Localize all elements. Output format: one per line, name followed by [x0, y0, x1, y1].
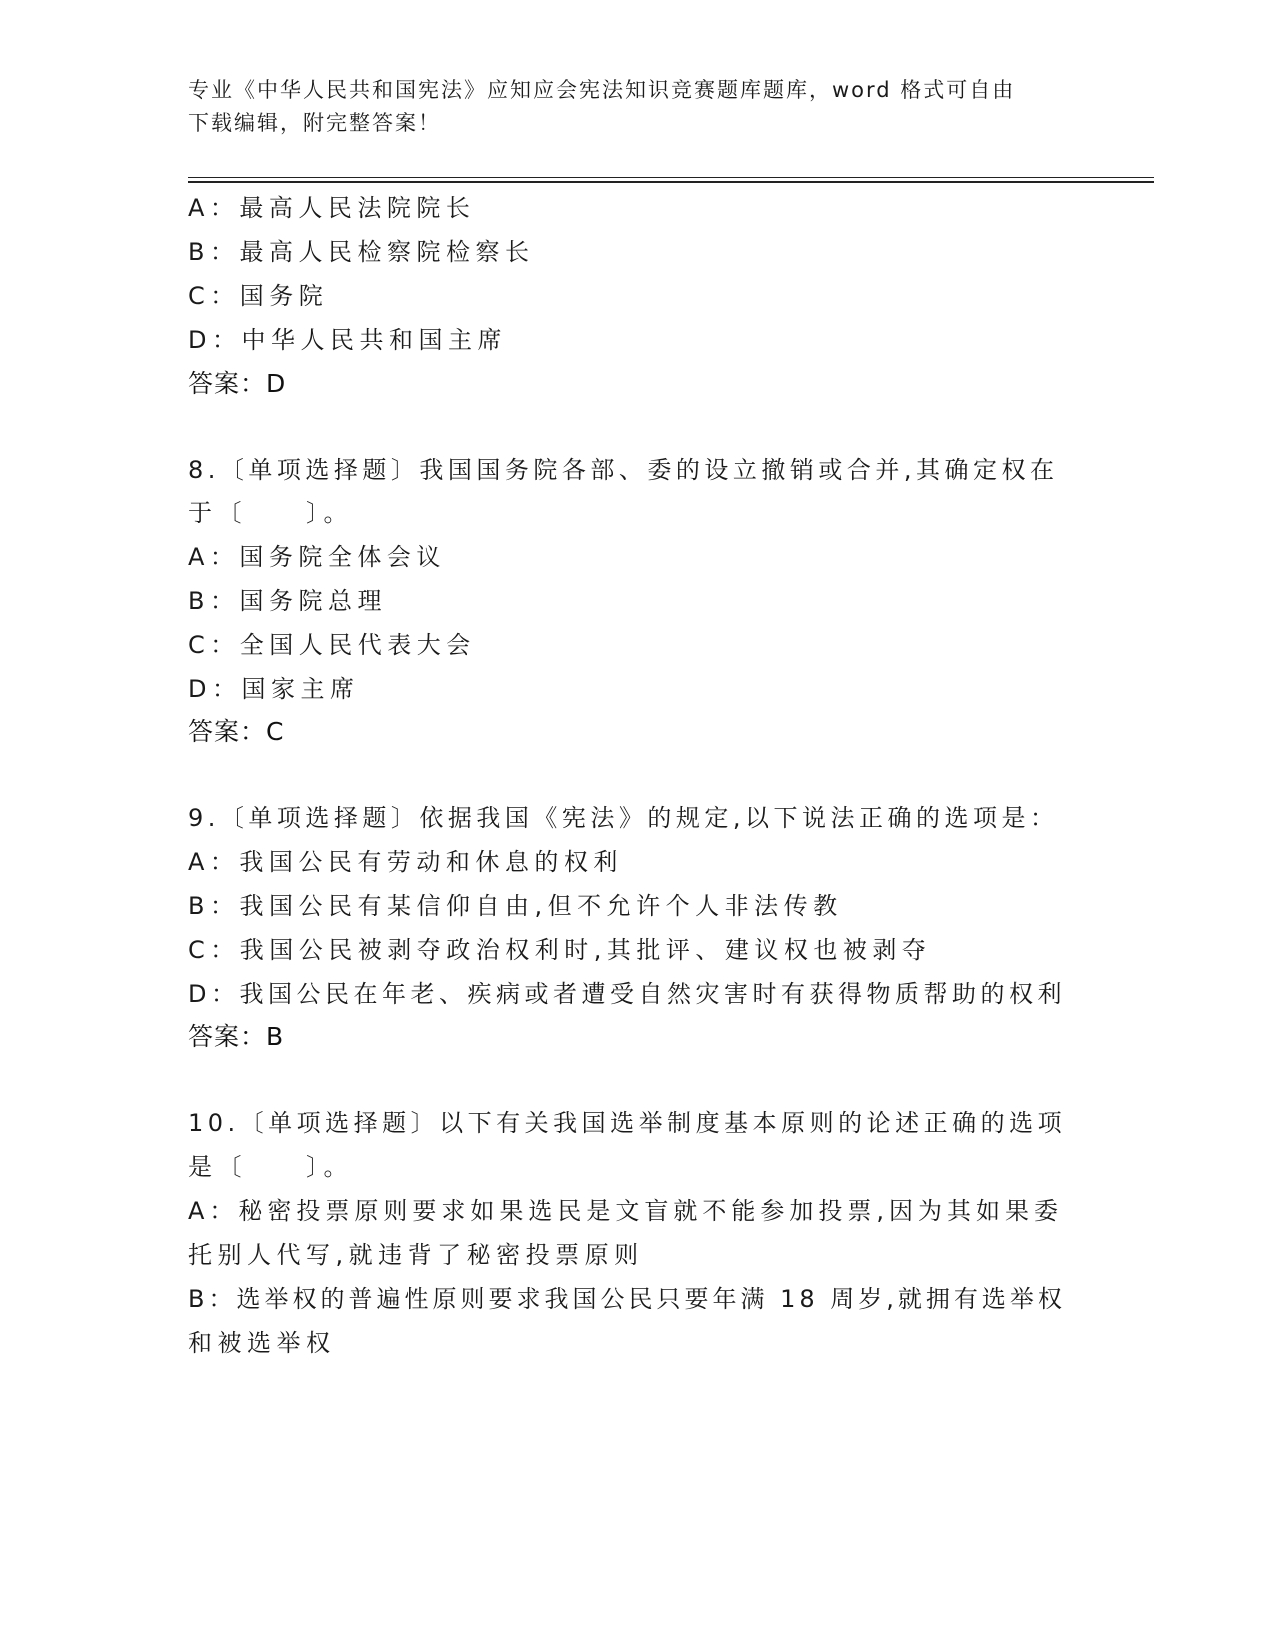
- q8-option-d: D：国家主席: [188, 675, 360, 703]
- q7-option-d: D：中华人民共和国主席: [188, 326, 507, 354]
- document-header: [188, 74, 1068, 140]
- q9-option-b: B：我国公民有某信仰自由,但不允许个人非法传教: [188, 892, 843, 920]
- q9-stem-line-1: 9.〔单项选择题〕依据我国《宪法》的规定,以下说法正确的选项是：: [188, 804, 1059, 832]
- header-line-2: 下载编辑，附完整答案！: [188, 111, 441, 135]
- q8-option-b: B：国务院总理: [188, 587, 387, 615]
- header-divider-thin: [188, 177, 1154, 178]
- q7-option-c: C：国务院: [188, 282, 329, 310]
- q9-option-c: C：我国公民被剥夺政治权利时,其批评、建议权也被剥夺: [188, 936, 932, 964]
- q8-answer: 答案：C: [188, 717, 285, 746]
- header-line-1: 专业《中华人民共和国宪法》应知应会宪法知识竞赛题库题库，word 格式可自由: [188, 78, 1016, 102]
- q8-stem-line-2: 于〔 〕。: [188, 499, 353, 527]
- q10-option-b-line-2: 和被选举权: [188, 1329, 336, 1357]
- q10-option-a-line-1: A：秘密投票原则要求如果选民是文盲就不能参加投票,因为其如果委: [188, 1197, 1064, 1225]
- q10-stem-line-2: 是〔 〕。: [188, 1153, 353, 1181]
- q9-option-d: D：我国公民在年老、疾病或者遭受自然灾害时有获得物质帮助的权利: [188, 980, 1066, 1008]
- q9-option-a: A：我国公民有劳动和休息的权利: [188, 848, 623, 876]
- q9-answer: 答案：B: [188, 1022, 285, 1051]
- q7-option-b: B：最高人民检察院检察长: [188, 238, 535, 266]
- q7-answer: 答案：D: [188, 369, 287, 398]
- q10-option-a-line-2: 托别人代写,就违背了秘密投票原则: [188, 1241, 644, 1269]
- q8-stem-line-1: 8.〔单项选择题〕我国国务院各部、委的设立撤销或合并,其确定权在: [188, 456, 1059, 484]
- q8-option-a: A：国务院全体会议: [188, 543, 446, 571]
- q10-stem-line-1: 10.〔单项选择题〕以下有关我国选举制度基本原则的论述正确的选项: [188, 1109, 1067, 1137]
- q7-option-a: A：最高人民法院院长: [188, 194, 476, 222]
- q8-option-c: C：全国人民代表大会: [188, 631, 476, 659]
- header-divider-thick: [188, 181, 1154, 183]
- q10-option-b-line-1: B：选举权的普遍性原则要求我国公民只要年满 18 周岁,就拥有选举权: [188, 1285, 1066, 1313]
